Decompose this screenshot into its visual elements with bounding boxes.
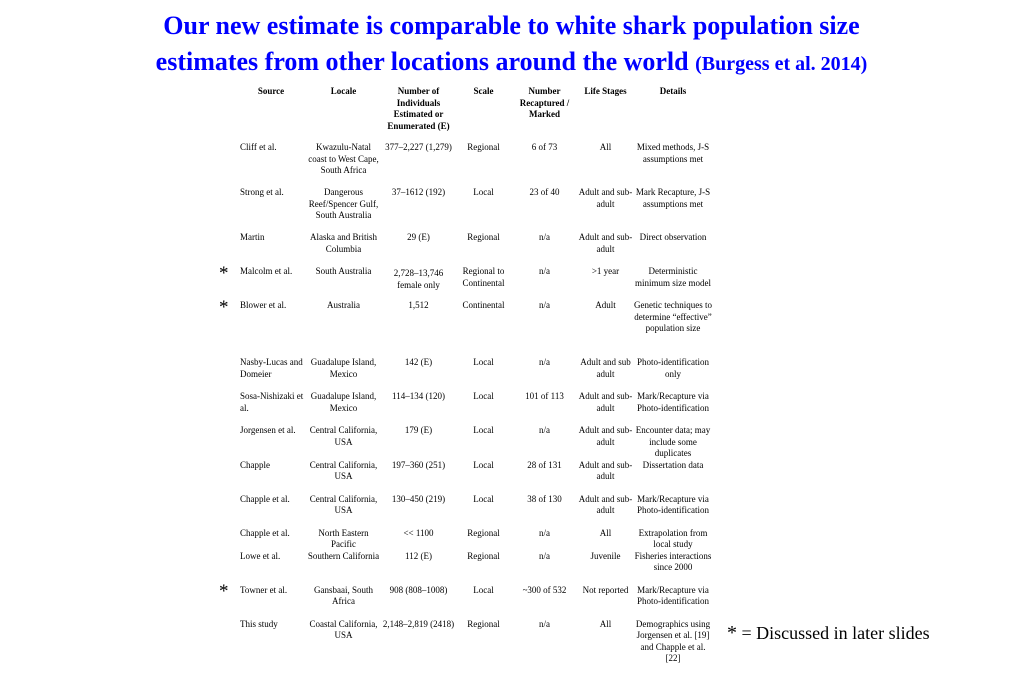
table-row [236, 187, 713, 232]
cell-life-stages: Adult and sub adult [580, 357, 631, 379]
cell-details: Demographics using Jorgensen et al. [19] and Chapple et al. [22] [635, 618, 711, 663]
cell-scale: Regional [467, 527, 500, 538]
cell-source: Martin [240, 232, 265, 242]
cell-recaptured: n/a [539, 527, 550, 538]
cell-life-stages: Adult and sub-adult [578, 232, 633, 254]
title-line-1: Our new estimate is comparable to white shark population size [163, 11, 860, 40]
cell-scale: Local [473, 187, 494, 197]
cell-recaptured: ~300 of 532 [522, 584, 567, 595]
cell-number: << 1100 [403, 527, 434, 538]
cell-locale: Gansbaai, South Africa [314, 584, 373, 606]
cell-locale: Kwazulu-Natal coast to West Cape, South Africa [308, 142, 379, 175]
title-citation: (Burgess et al. 2014) [695, 53, 868, 75]
cell-details: Mixed methods, J-S assumptions met [636, 142, 710, 164]
cell-number: 114–134 (120) [392, 391, 445, 401]
cell-number: 37–1612 (192) [391, 187, 446, 197]
cell-details: Mark/Recapture via Photo-identification [637, 391, 709, 413]
asterisk-marker-towner: * [219, 581, 229, 602]
cell-recaptured: n/a [539, 300, 550, 310]
cell-scale: Regional [467, 232, 500, 242]
table-row [236, 391, 713, 425]
cell-details: Direct observation [639, 232, 707, 242]
cell-source: Malcolm et al. [240, 266, 293, 276]
cell-recaptured: n/a [539, 266, 550, 276]
footnote-asterisk: * [727, 622, 737, 644]
cell-life-stages: All [599, 527, 612, 538]
footnote [727, 622, 930, 644]
cell-scale: Regional [467, 618, 500, 629]
table-header-row [236, 86, 713, 142]
cell-scale: Local [473, 391, 494, 401]
cell-number: 130–450 (219) [391, 493, 446, 504]
header-source: Source [257, 86, 285, 96]
table-row [236, 266, 713, 300]
cell-locale: Dangerous Reef/Spencer Gulf, South Australia [308, 187, 379, 220]
cell-number: 29 (E) [407, 232, 430, 242]
table-row [236, 619, 713, 675]
cell-details: Mark/Recapture via Photo-identification [637, 493, 709, 515]
cell-number: 197–360 (251) [391, 459, 446, 470]
cell-details: Dissertation data [642, 459, 704, 470]
cell-scale: Local [473, 459, 494, 470]
cell-details: Deterministic minimum size model [635, 266, 711, 288]
cell-source: Blower et al. [240, 300, 287, 310]
cell-source: This study [240, 618, 278, 629]
table-row [236, 142, 713, 187]
cell-recaptured: n/a [539, 425, 550, 435]
cell-recaptured: n/a [539, 550, 550, 561]
header-details: Details [659, 86, 687, 96]
cell-scale: Local [473, 584, 494, 595]
cell-source: Towner et al. [240, 584, 288, 595]
cell-details: Mark Recapture, J-S assumptions met [635, 187, 711, 209]
cell-number: 142 (E) [404, 357, 433, 367]
cell-life-stages: Adult and sub-adult [578, 187, 633, 209]
cell-locale: Alaska and British Columbia [310, 232, 377, 254]
cell-locale: Guadalupe Island, Mexico [310, 357, 377, 379]
cell-scale: Regional to Continental [462, 266, 505, 288]
asterisk-marker-blower: * [219, 297, 229, 318]
cell-details: Encounter data; may include some duplicates [635, 425, 711, 458]
table-row [236, 585, 713, 619]
cell-source: Cliff et al. [240, 142, 277, 152]
cell-locale: South Australia [315, 266, 372, 276]
cell-source: Chapple et al. [240, 527, 290, 538]
cell-source: Jorgensen et al. [240, 425, 296, 435]
cell-details: Extrapolation from local study [638, 527, 708, 549]
cell-locale: Central California, USA [309, 425, 378, 447]
cell-recaptured: 6 of 73 [531, 142, 558, 152]
footnote-text: = Discussed in later slides [741, 623, 930, 643]
cell-scale: Local [473, 357, 494, 367]
cell-recaptured: 23 of 40 [529, 187, 560, 197]
cell-source: Nasby-Lucas and Domeier [240, 357, 303, 379]
cell-locale: Central California, USA [309, 493, 378, 515]
cell-recaptured: n/a [539, 618, 550, 629]
cell-number: 179 (E) [404, 425, 433, 435]
cell-life-stages: >1 year [591, 266, 620, 276]
cell-life-stages: Adult and sub-adult [578, 391, 633, 413]
cell-source: Strong et al. [240, 187, 284, 197]
header-recaptured: Number Recaptured / Marked [519, 86, 570, 119]
cell-number: 112 (E) [405, 550, 432, 561]
cell-life-stages: Juvenile [590, 550, 621, 561]
cell-recaptured: n/a [539, 232, 550, 242]
header-locale: Locale [330, 86, 357, 96]
title-line-2: estimates from other locations around the world [155, 47, 689, 76]
header-life-stages: Life Stages [584, 86, 627, 96]
cell-locale: Coastal California, USA [309, 618, 378, 640]
cell-life-stages: Adult and sub-adult [578, 493, 633, 515]
cell-scale: Local [473, 425, 494, 435]
cell-locale: Guadalupe Island, Mexico [310, 391, 377, 413]
header-number: Number of Individuals Estimated or Enumerated (E) [387, 86, 450, 131]
table-row [236, 460, 713, 494]
cell-recaptured: 101 of 113 [525, 391, 564, 401]
table-row [236, 528, 713, 551]
cell-details: Mark/Recapture via Photo-identification [637, 584, 709, 606]
cell-source: Sosa-Nishizaki et al. [240, 391, 304, 413]
header-scale: Scale [473, 86, 494, 96]
cell-source: Chapple et al. [240, 493, 290, 504]
table-row [236, 494, 713, 528]
cell-details: Photo-identification only [637, 357, 709, 379]
cell-life-stages: Not reported [582, 584, 629, 595]
asterisk-marker-malcolm: * [219, 263, 229, 284]
cell-number: 1,512 [408, 300, 429, 310]
cell-life-stages: Adult [595, 300, 616, 310]
cell-recaptured: 28 of 131 [527, 459, 562, 470]
cell-locale: Central California, USA [309, 459, 378, 481]
cell-life-stages: All [599, 618, 612, 629]
cell-details: Genetic techniques to determine “effective” population size [634, 300, 712, 333]
cell-number: 2,728–13,746 female only [393, 268, 444, 290]
cell-scale: Local [473, 493, 494, 504]
cell-number: 377–2,227 (1,279) [385, 142, 452, 152]
cell-life-stages: Adult and sub-adult [578, 459, 633, 481]
population-estimates-table [236, 86, 713, 675]
cell-number: 908 (808–1008) [389, 584, 448, 595]
table-row [236, 425, 713, 460]
cell-recaptured: 38 of 130 [527, 493, 562, 504]
table-row [236, 551, 713, 585]
table-row [236, 357, 713, 391]
cell-details: Fisheries interactions since 2000 [634, 550, 712, 572]
cell-locale: Australia [327, 300, 360, 310]
cell-scale: Regional [467, 142, 500, 152]
cell-source: Chapple [240, 459, 270, 470]
table-row [236, 300, 713, 357]
table-row [236, 232, 713, 266]
cell-source: Lowe et al. [240, 550, 281, 561]
cell-recaptured: n/a [539, 357, 550, 367]
slide-title [0, 8, 1023, 82]
cell-number: 2,148–2,819 (2418) [382, 618, 455, 629]
cell-scale: Continental [462, 300, 505, 310]
cell-life-stages: Adult and sub-adult [578, 425, 633, 447]
cell-locale: Southern California [307, 550, 380, 561]
cell-scale: Regional [467, 550, 500, 561]
cell-life-stages: All [599, 142, 612, 152]
cell-locale: North Eastern Pacific [318, 527, 369, 549]
